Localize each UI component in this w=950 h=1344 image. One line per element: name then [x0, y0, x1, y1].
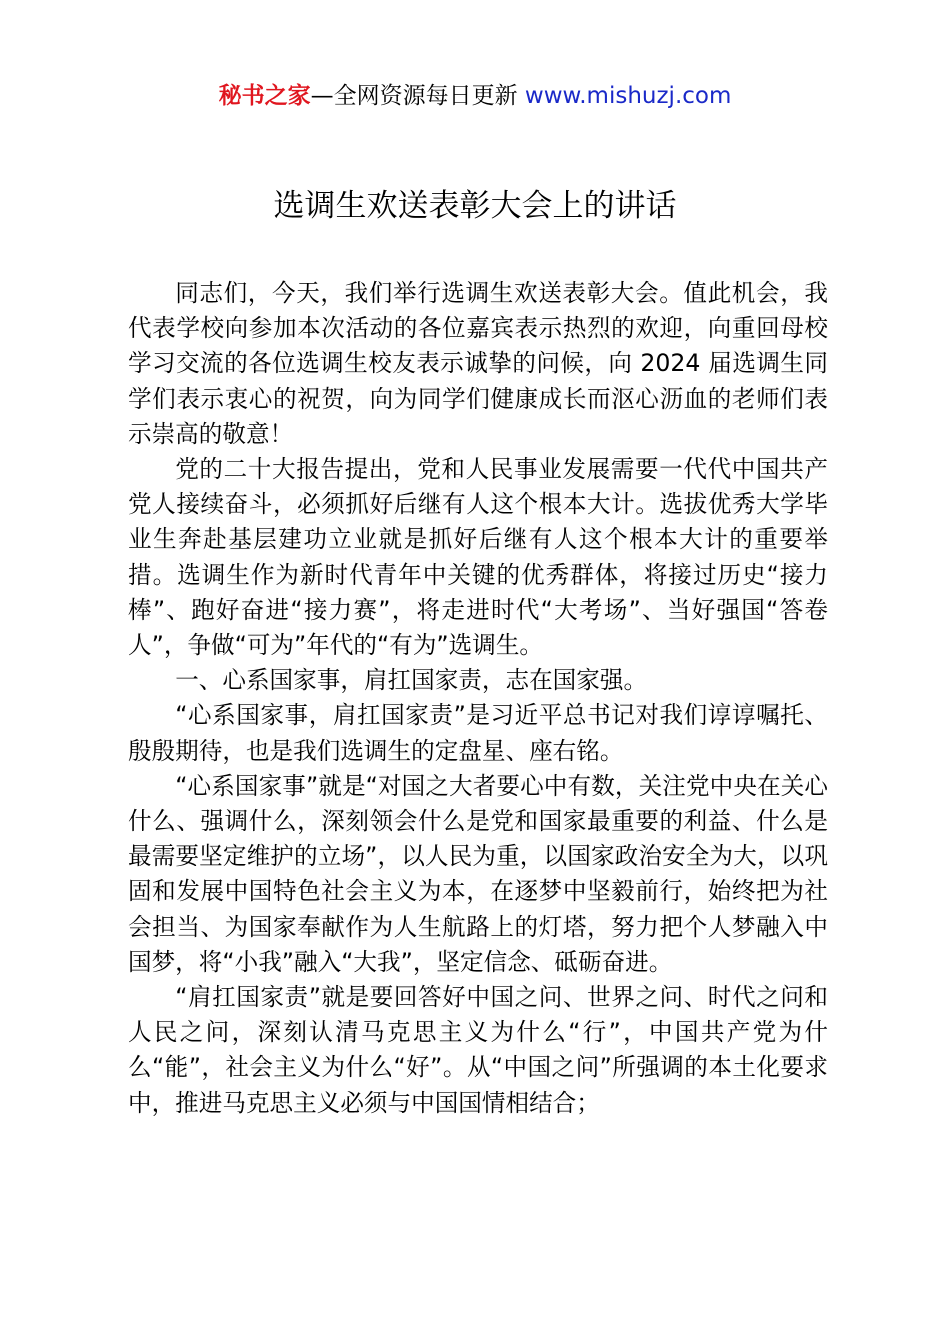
paragraph: 同志们，今天，我们举行选调生欢送表彰大会。值此机会，我代表学校向参加本次活动的各位嘉宾表示热烈的欢迎，向重回母校学习交流的各位选调生校友表示诚挚的问候，向 2024 届选调生同学们表示衷心的祝贺，向为同学们健康成长而沤心沥血的老师们表示崇高的敬意！	[128, 279, 828, 448]
document-body	[128, 276, 828, 1121]
site-header	[0, 80, 950, 112]
paragraph: “肩扛国家责”就是要回答好中国之问、世界之问、时代之问和人民之问，深刻认清马克思主义为什么“行”，中国共产党为什么“能”，社会主义为什么“好”。从“中国之问”所强调的本土化要求中，推进马克思主义必须与中国国情相结合；	[128, 983, 828, 1117]
paragraph: 党的二十大报告提出，党和人民事业发展需要一代代中国共产党人接续奋斗，必须抓好后继有人这个根本大计。选拔优秀大学毕业生奔赴基层建功立业就是抓好后继有人这个根本大计的重要举措。选调生作为新时代青年中关键的优秀群体，将接过历史“接力棒”、跑好奋进“接力赛”，将走进时代“大考场”、当好强国“答卷人”，争做“可为”年代的“有为”选调生。	[128, 455, 828, 660]
site-url-link[interactable]: www.mishuzj.com	[524, 83, 732, 109]
site-brand: 秘书之家	[218, 83, 311, 109]
site-tagline: —全网资源每日更新	[310, 83, 525, 109]
paragraph: “心系国家事”就是“对国之大者要心中有数，关注党中央在关心什么、强调什么，深刻领会什么是党和国家最重要的利益、什么是最需要坚定维护的立场”，以人民为重，以国家政治安全为大，以巩固和发展中国特色社会主义为本，在逐梦中坚毅前行，始终把为社会担当、为国家奉献作为人生航路上的灯塔，努力把个人梦融入中国梦，将“小我”融入“大我”，坚定信念、砥砺奋进。	[128, 771, 828, 976]
paragraph: “心系国家事，肩扛国家责”是习近平总书记对我们谆谆嘱托、殷殷期待，也是我们选调生的定盘星、座右铭。	[128, 701, 828, 765]
document-title: 选调生欢送表彰大会上的讲话	[273, 188, 677, 224]
section-heading: 一、心系国家事，肩扛国家责，志在国家强。	[175, 666, 648, 695]
